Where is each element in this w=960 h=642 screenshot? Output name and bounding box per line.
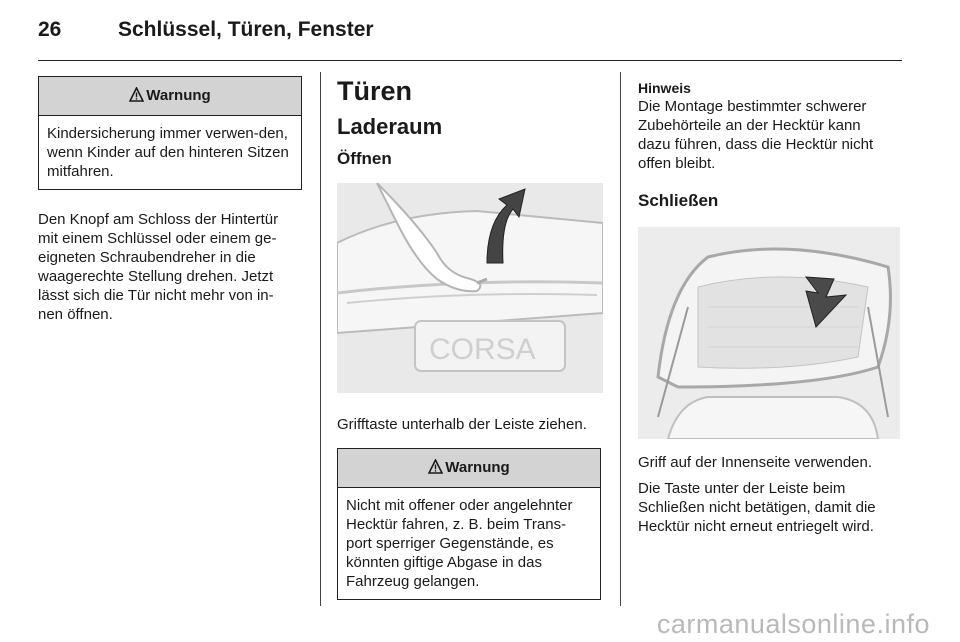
warning-icon	[428, 459, 443, 474]
figure-caption: Grifftaste unterhalb der Leiste ziehen.	[337, 416, 587, 433]
text-line: Den Knopf am Schloss der Hintertür	[38, 211, 279, 228]
text-line: waagerechte Stellung drehen. Jetzt	[38, 268, 274, 285]
column-middle	[337, 76, 603, 600]
text-line: Nicht mit offener oder angelehnter	[346, 497, 573, 514]
column-divider-2	[620, 72, 621, 606]
text-line: lässt sich die Tür nicht mehr von in-	[38, 287, 274, 304]
header-rule	[38, 60, 902, 61]
tailgate-open-drawing	[638, 227, 900, 439]
illustration-open-tailgate	[337, 183, 603, 393]
warning-icon	[129, 87, 144, 102]
text-line: Hecktür nicht erneut entriegelt wird.	[638, 518, 874, 535]
chapter-title: Schlüssel, Türen, Fenster	[118, 18, 374, 41]
text-line: könnten giftige Abgase in das	[346, 554, 542, 571]
text-line: dazu führen, dass die Hecktür nicht	[638, 136, 874, 153]
topic-heading: Öffnen	[337, 149, 392, 168]
warning-text	[338, 488, 600, 599]
warning-box-exhaust	[337, 448, 601, 600]
warning-header	[39, 77, 301, 116]
warning-label: Warnung	[146, 87, 211, 104]
note-title: Hinweis	[638, 80, 691, 96]
text-line: nen öffnen.	[38, 306, 113, 323]
warning-box-child-lock	[38, 76, 302, 190]
tailgate-handle-drawing	[337, 183, 603, 393]
instruction-paragraph: Griff auf der Innenseite verwenden.	[638, 454, 873, 471]
subsection-heading: Laderaum	[337, 114, 443, 139]
text-line: port sperriger Gegenstände, es	[346, 535, 554, 552]
warning-text: Kindersicherung immer verwen-den, wenn Kinder auf den hinteren Sitzen mitfahren.	[47, 125, 289, 180]
warning-header	[338, 449, 600, 488]
text-line: Zubehörteile an der Hecktür kann	[638, 117, 861, 134]
column-right	[638, 80, 902, 536]
text-line: offen bleibt.	[638, 155, 716, 172]
child-lock-paragraph	[38, 210, 302, 324]
section-heading: Türen	[337, 76, 413, 106]
column-left	[38, 76, 302, 324]
text-line: mit einem Schlüssel oder einem ge-	[38, 230, 277, 247]
text-line: Die Taste unter der Leiste beim	[638, 480, 846, 497]
text-line: Fahrzeug gelangen.	[346, 573, 480, 590]
text-line: Schließen nicht betätigen, damit die	[638, 499, 876, 516]
illustration-close-tailgate	[638, 227, 900, 439]
license-plate-text: CORSA	[429, 333, 536, 366]
page-number: 26	[38, 18, 62, 41]
column-divider-1	[320, 72, 321, 606]
text-line: Hecktür fahren, z. B. beim Trans-	[346, 516, 567, 533]
text-line: eigneten Schraubendreher in die	[38, 249, 256, 266]
text-line: Die Montage bestimmter schwerer	[638, 98, 867, 115]
warning-label: Warnung	[445, 459, 510, 476]
note-block	[638, 80, 902, 173]
watermark: carmanualsonline.info	[656, 609, 930, 639]
note-paragraph	[638, 479, 902, 536]
topic-heading: Schließen	[638, 191, 719, 210]
page-header	[38, 18, 374, 42]
